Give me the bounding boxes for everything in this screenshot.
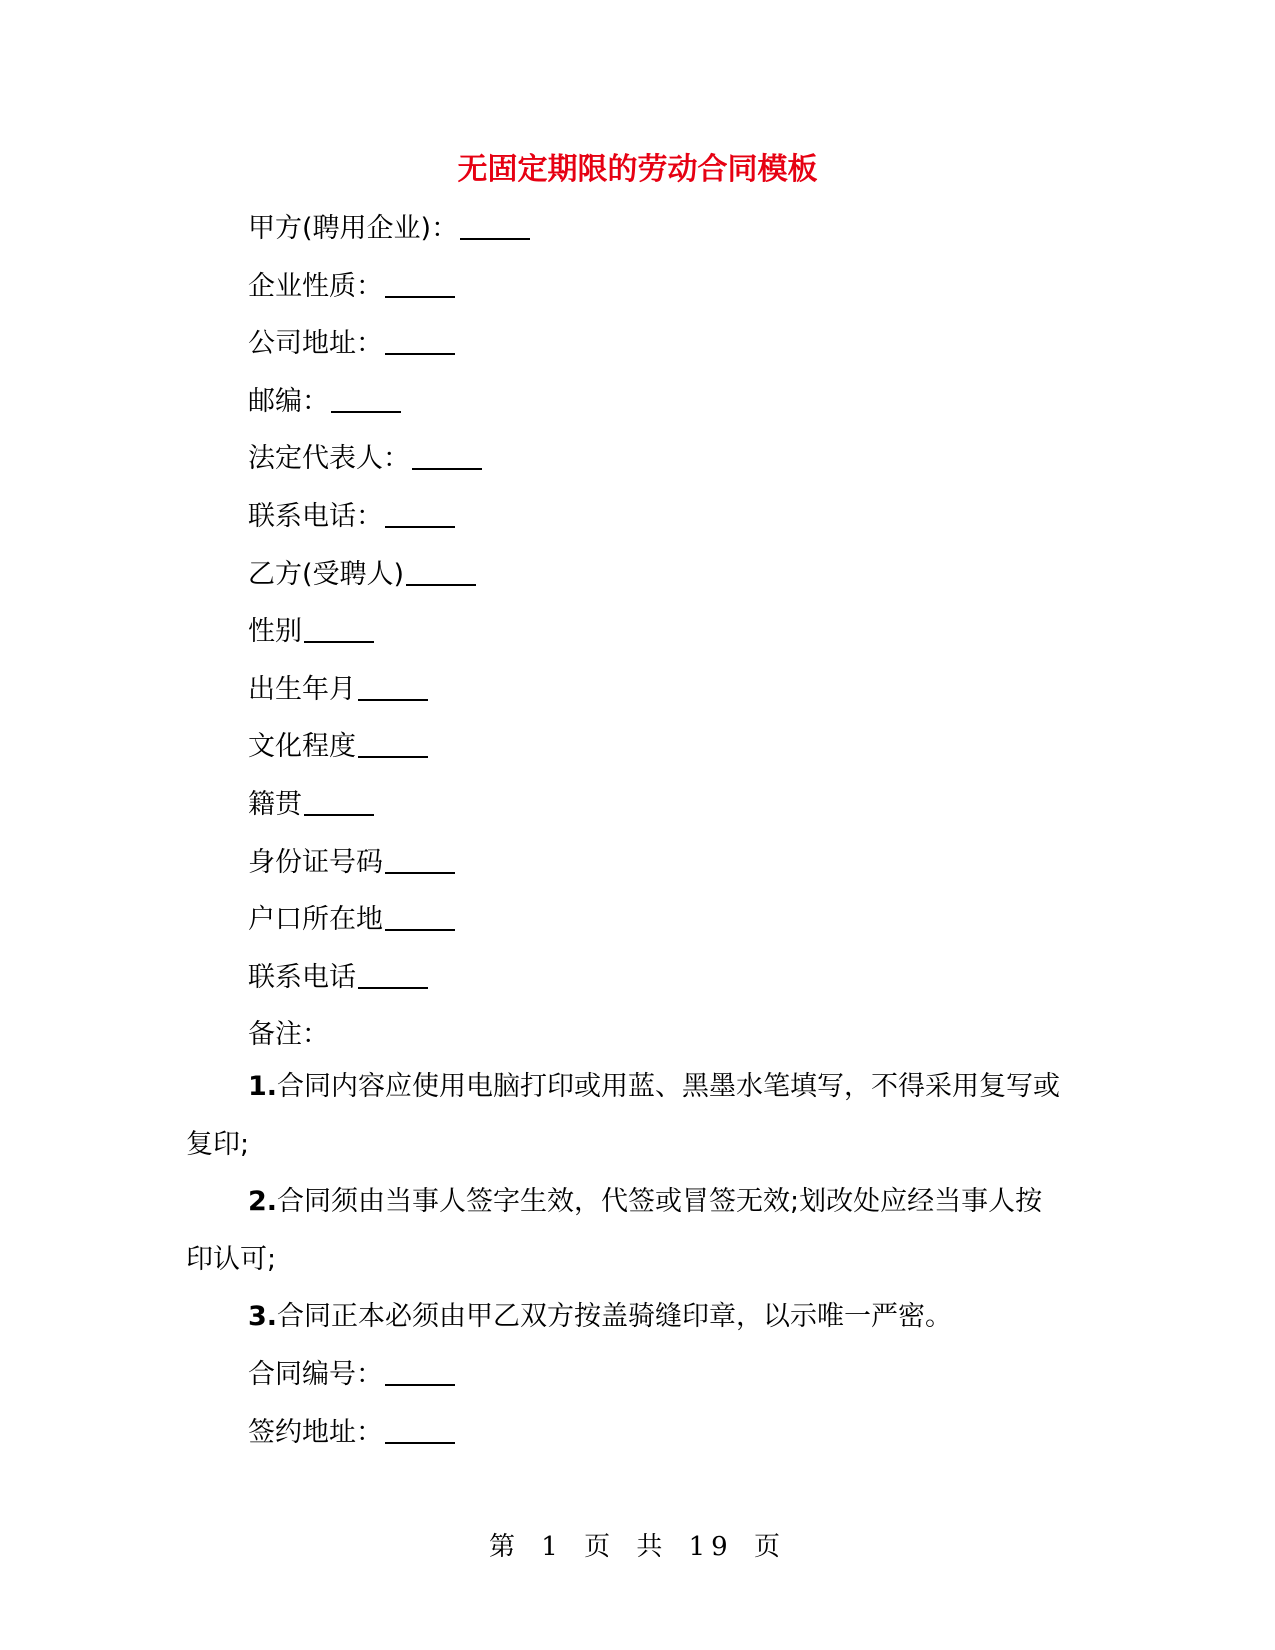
fill-blank[interactable] [304,614,374,643]
note-item [186,1288,1066,1346]
field-label: 企业性质： [248,270,383,302]
note-text: 合同正本必须由甲乙双方按盖骑缝印章，以示唯一严密。 [277,1301,953,1333]
field-phone-a [248,488,1088,546]
field-label: 文化程度 [248,731,356,763]
field-label: 法定代表人： [248,443,410,475]
field-label: 备注： [248,1019,329,1051]
field-label: 联系电话： [248,500,383,532]
field-label: 合同编号： [248,1359,383,1390]
field-household-location [248,891,1088,949]
document-title: 无固定期限的劳动合同模板 [457,152,818,187]
fill-blank[interactable] [412,441,482,470]
fill-blank[interactable] [304,787,374,816]
party-info-fields [248,200,1088,1064]
note-item [186,1173,1066,1288]
fill-blank[interactable] [331,384,401,413]
note-number: 1. [248,1071,278,1102]
contract-info-fields [248,1346,1088,1461]
field-label: 性别 [248,616,302,648]
fill-blank[interactable] [385,845,455,874]
field-phone-b [248,949,1088,1007]
field-legal-representative [248,430,1088,488]
fill-blank[interactable] [385,902,455,931]
fill-blank[interactable] [358,960,428,989]
field-enterprise-nature [248,258,1088,316]
fill-blank[interactable] [358,672,428,701]
field-signing-address [248,1404,1088,1462]
note-text: 合同内容应使用电脑打印或用蓝、黑墨水笔填写，不得采用复写或复印; [186,1071,1061,1160]
field-party-a [248,200,1088,258]
field-party-b [248,546,1088,604]
field-education [248,718,1088,776]
field-label: 出生年月 [248,673,356,705]
field-remarks [248,1006,1088,1064]
field-label: 身份证号码 [248,846,383,878]
field-label: 联系电话 [248,961,356,993]
field-label: 户口所在地 [248,904,383,936]
field-postcode [248,373,1088,431]
fill-blank[interactable] [385,499,455,528]
fill-blank[interactable] [385,326,455,355]
field-birth-date [248,661,1088,719]
field-company-address [248,315,1088,373]
note-number: 2. [248,1186,278,1218]
fill-blank[interactable] [358,729,428,758]
fill-blank[interactable] [406,557,476,586]
page-number-footer: 第 1 页 共 19 页 [489,1532,786,1562]
fill-blank[interactable] [385,1357,455,1386]
field-label: 甲方(聘用企业)： [248,213,459,244]
field-native-place [248,776,1088,834]
remarks-notes [186,1058,1066,1346]
field-id-number [248,834,1088,892]
fill-blank[interactable] [385,1415,455,1444]
field-contract-number [248,1346,1088,1404]
field-label: 乙方(受聘人) [248,558,405,590]
field-label: 邮编： [248,385,329,417]
field-label: 籍贯 [248,788,302,820]
field-label: 公司地址： [248,328,383,360]
field-gender [248,603,1088,661]
note-text: 合同须由当事人签字生效，代签或冒签无效;划改处应经当事人按印认可; [186,1186,1043,1275]
fill-blank[interactable] [385,269,455,298]
fill-blank[interactable] [460,211,530,240]
note-item [186,1058,1066,1173]
note-number: 3. [248,1301,278,1333]
field-label: 签约地址： [248,1416,383,1448]
